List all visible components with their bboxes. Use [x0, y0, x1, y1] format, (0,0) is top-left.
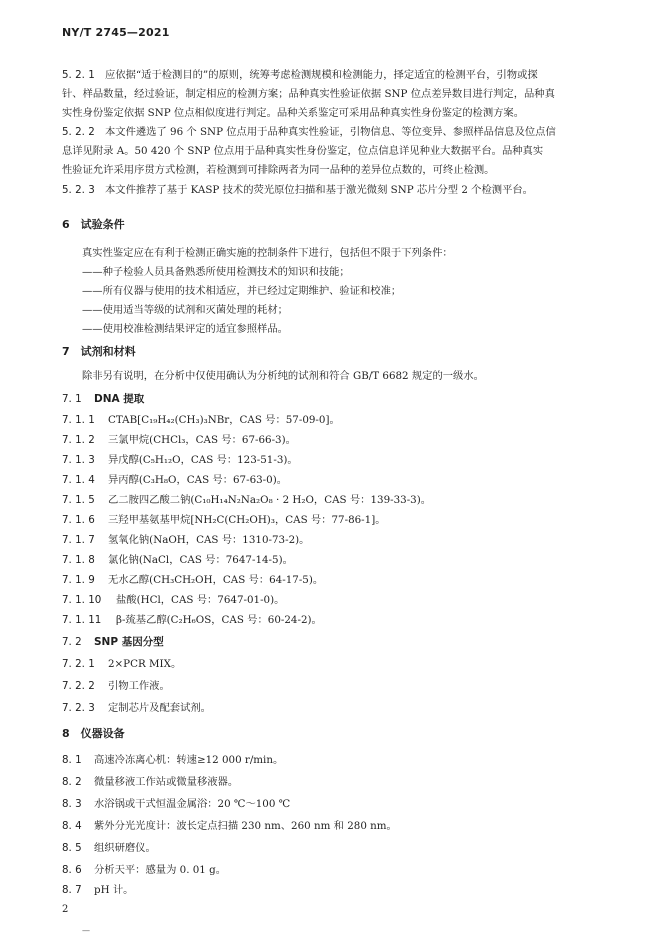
paragraph-line: 本文件推荐了基于 KASP 技术的荧光原位扫描和基于激光微刻 SNP 芯片分型 2 个检测平台。	[105, 184, 533, 196]
paragraph-line: 性验证允许采用序贯方式检测，若检测到可排除两者为同一品种的差异位点数的，可终止检测。	[62, 164, 495, 176]
reagent-item: 乙二胺四乙酸二钠(C₁₀H₁₄N₂Na₂O₈ · 2 H₂O，CAS 号：139-33-3)。	[108, 494, 432, 506]
clause-number: 8. 6	[62, 864, 82, 876]
list-item: ——使用校准检测结果评定的适宜参照样品。	[82, 323, 288, 335]
reagent-item: β-巯基乙醇(C₂H₆OS，CAS 号：60-24-2)。	[116, 614, 322, 626]
section-title-6: 6 试验条件	[62, 218, 125, 231]
section-intro: 除非另有说明，在分析中仅使用确认为分析纯的试剂和符合 GB/T 6682 规定的一级水。	[82, 370, 484, 382]
reagent-item: 氢氧化钠(NaOH，CAS 号：1310-73-2)。	[108, 534, 310, 546]
reagent-item: 异戊醇(C₅H₁₂O，CAS 号：123-51-3)。	[108, 454, 298, 466]
clause-number: 5. 2. 3	[62, 184, 95, 196]
paragraph-line: 本文件遴选了 96 个 SNP 位点用于品种真实性验证，引物信息、等位变异、参照样品信息及位点信	[105, 126, 556, 138]
list-item: ——使用适当等级的试剂和灭菌处理的耗材；	[82, 304, 288, 316]
clause-number: 7. 2	[62, 636, 82, 648]
clause-number: 8. 4	[62, 820, 82, 832]
equipment-item: 微量移液工作站或微量移液器。	[94, 776, 239, 788]
page-number: 2	[62, 904, 69, 915]
clause-number: 8. 7	[62, 884, 82, 896]
equipment-item: 水浴锅或干式恒温金属浴：20 ℃～100 ℃	[94, 798, 291, 810]
clause-number: 7. 1. 9	[62, 574, 95, 586]
clause-number: 7. 1. 5	[62, 494, 95, 506]
document-header: NY/T 2745—2021	[62, 26, 170, 39]
paragraph-line: 息详见附录 A。50 420 个 SNP 位点用于品种真实性身份鉴定，位点信息详见种业大数据平台。品种真实	[62, 145, 544, 157]
clause-number: 7. 1. 4	[62, 474, 95, 486]
section-title-7: 7 试剂和材料	[62, 345, 136, 358]
reagent-item: CTAB[C₁₉H₄₂(CH₃)₃NBr，CAS 号：57-09-0]。	[108, 414, 340, 426]
reagent-item: 异丙醇(C₃H₈O，CAS 号：67-63-0)。	[108, 474, 288, 486]
clause-number: 7. 2. 2	[62, 680, 95, 692]
list-item: ——所有仪器与使用的技术相适应，并已经过定期维护、验证和校准；	[82, 285, 402, 297]
clause-number: 7. 1	[62, 393, 82, 405]
clause-number: 8. 3	[62, 798, 82, 810]
clause-number: 7. 1. 3	[62, 454, 95, 466]
clause-number: 8. 5	[62, 842, 82, 854]
equipment-item: 组织研磨仪。	[94, 842, 156, 854]
footer-mark: —	[82, 926, 90, 935]
clause-number: 7. 1. 1	[62, 414, 95, 426]
section-intro: 真实性鉴定应在有利于检测正确实施的控制条件下进行，包括但不限于下列条件：	[82, 247, 453, 259]
reagent-item: 无水乙醇(CH₃CH₂OH，CAS 号：64-17-5)。	[108, 574, 324, 586]
subsection-title: DNA 提取	[94, 393, 145, 405]
clause-number: 7. 1. 2	[62, 434, 95, 446]
equipment-item: 分析天平：感量为 0. 01 g。	[94, 864, 227, 876]
list-item: ——种子检验人员具备熟悉所使用检测技术的知识和技能；	[82, 266, 350, 278]
paragraph-line: 应依据“适于检测目的”的原则，统筹考虑检测规模和检测能力，择定适宜的检测平台，引物或探	[105, 69, 538, 81]
clause-number: 8. 2	[62, 776, 82, 788]
clause-number: 8. 1	[62, 754, 82, 766]
clause-number: 7. 1. 10	[62, 594, 102, 606]
reagent-item: 三氯甲烷(CHCl₃，CAS 号：67-66-3)。	[108, 434, 296, 446]
subsection-title: SNP 基因分型	[94, 636, 164, 648]
clause-number: 7. 2. 1	[62, 658, 95, 670]
reagent-item: 定制芯片及配套试剂。	[108, 702, 211, 714]
reagent-item: 盐酸(HCl，CAS 号：7647-01-0)。	[116, 594, 285, 606]
clause-number: 5. 2. 2	[62, 126, 95, 138]
paragraph-line: 实性身份鉴定依据 SNP 位点相似度进行判定。品种关系鉴定可采用品种真实性身份鉴定的检测方案。	[62, 107, 525, 119]
clause-number: 7. 2. 3	[62, 702, 95, 714]
equipment-item: 高速冷冻离心机：转速≥12 000 r/min。	[94, 754, 284, 766]
reagent-item: 三羟甲基氨基甲烷[NH₂C(CH₂OH)₃，CAS 号：77-86-1]。	[108, 514, 386, 526]
paragraph-line: 针、样品数量，经过验证，制定相应的检测方案；品种真实性验证依据 SNP 位点差异数目进行判定，品种真	[62, 88, 555, 100]
clause-number: 7. 1. 7	[62, 534, 95, 546]
reagent-item: 氯化钠(NaCl，CAS 号：7647-14-5)。	[108, 554, 293, 566]
clause-number: 5. 2. 1	[62, 69, 95, 81]
section-title-8: 8 仪器设备	[62, 727, 125, 740]
clause-number: 7. 1. 8	[62, 554, 95, 566]
reagent-item: 引物工作液。	[108, 680, 170, 692]
equipment-item: 紫外分光光度计：波长定点扫描 230 nm、260 nm 和 280 nm。	[94, 820, 397, 832]
clause-number: 7. 1. 11	[62, 614, 102, 626]
equipment-item: pH 计。	[94, 884, 134, 896]
reagent-item: 2×PCR MIX。	[108, 658, 182, 670]
clause-number: 7. 1. 6	[62, 514, 95, 526]
